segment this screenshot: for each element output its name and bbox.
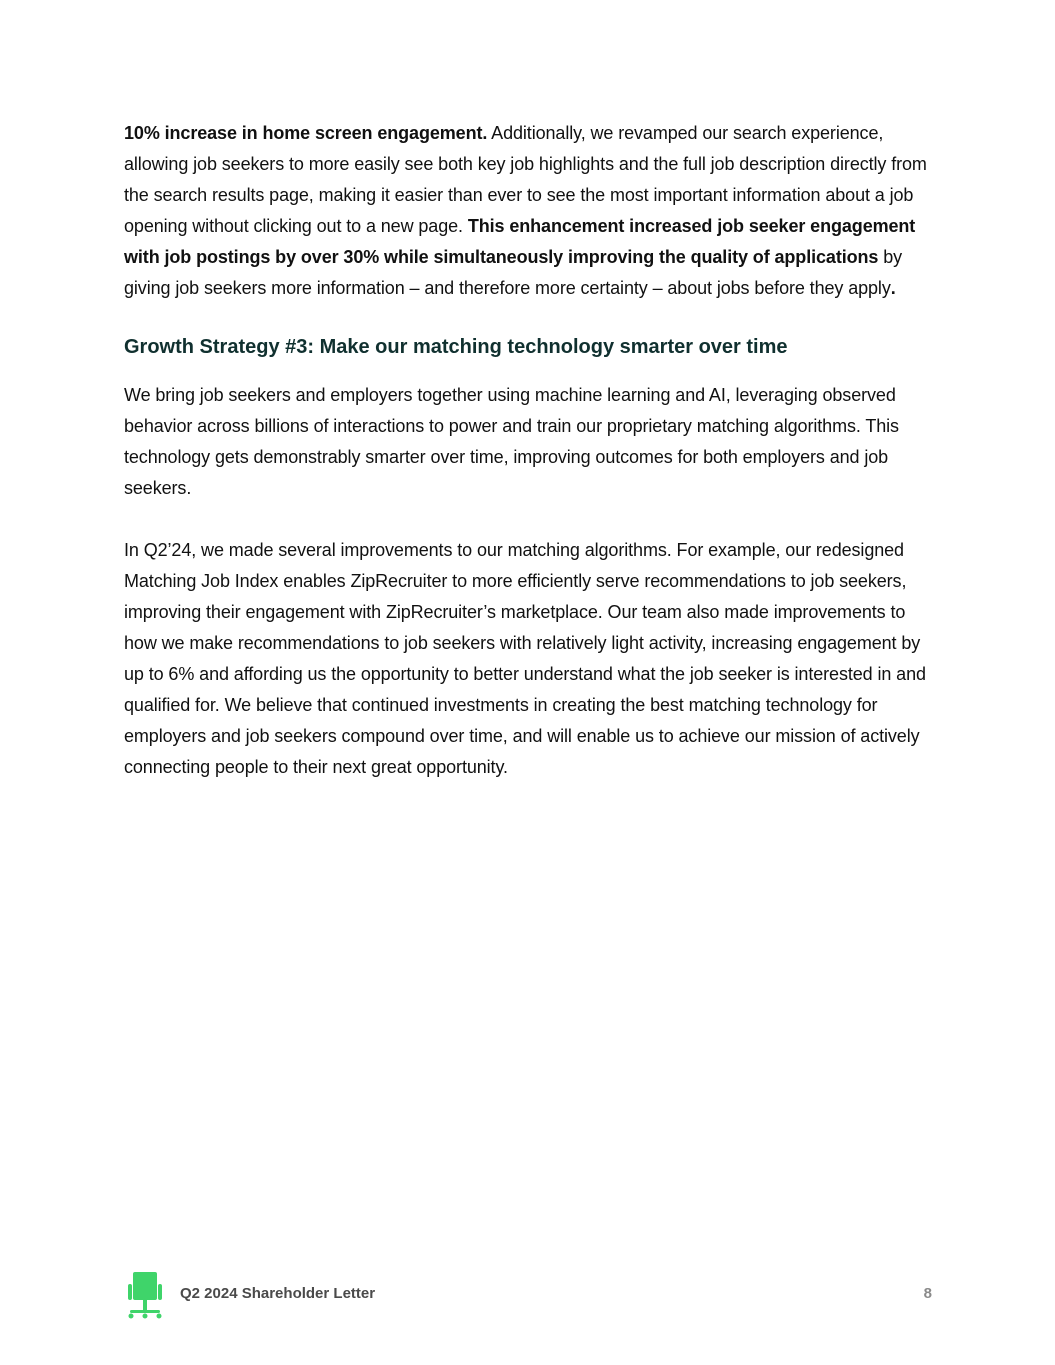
text-search-revamp: Additionally, we revamped our search experience, allowing job seekers to more easily see both key job highlights and the full job description directly from the search results page, making it easier than ever to see the most important information about a job opening without clicking out to a new page. [124,123,927,236]
chair-logo-icon [124,1270,164,1320]
document-body [124,118,936,783]
paragraph-search-experience [124,118,936,304]
bold-period: . [890,278,896,298]
section-heading-growth-strategy-3: Growth Strategy #3: Make our matching technology smarter over time [124,336,788,358]
page-footer [124,1270,936,1320]
paragraph-q2-improvements: In Q2’24, we made several improvements to our matching algorithms. For example, our redesigned Matching Job Index enables ZipRecruiter to more efficiently serve recommendations to job seekers, improving their engagement with ZipRecruiter’s marketplace. Our team also made improvements to how we make recommendations to job seekers with relatively light activity, increasing engagement by up to 6% and affording us the opportunity to better understand what the job seeker is interested in and qualified for. We believe that continued investments in creating the best matching technology for employers and job seekers compound over time, and will enable us to achieve our mission of actively connecting people to their next great opportunity. [124,540,926,777]
bold-home-screen-engagement: 10% increase in home screen engagement. [124,123,488,143]
text-certainty: by giving job seekers more information – and therefore more certainty – about jobs before they apply [124,247,903,298]
bold-engagement-increase: This enhancement increased job seeker engagement with job postings by over 30% while simultaneously improving the quality of applications [124,216,916,267]
paragraph-matching-technology: We bring job seekers and employers together using machine learning and AI, leveraging observed behavior across billions of interactions to power and train our proprietary matching algorithms. This technology gets demonstrably smarter over time, improving outcomes for both employers and job seekers. [124,385,899,498]
footer-document-title: Q2 2024 Shareholder Letter [180,1285,376,1302]
page-number: 8 [923,1285,932,1302]
